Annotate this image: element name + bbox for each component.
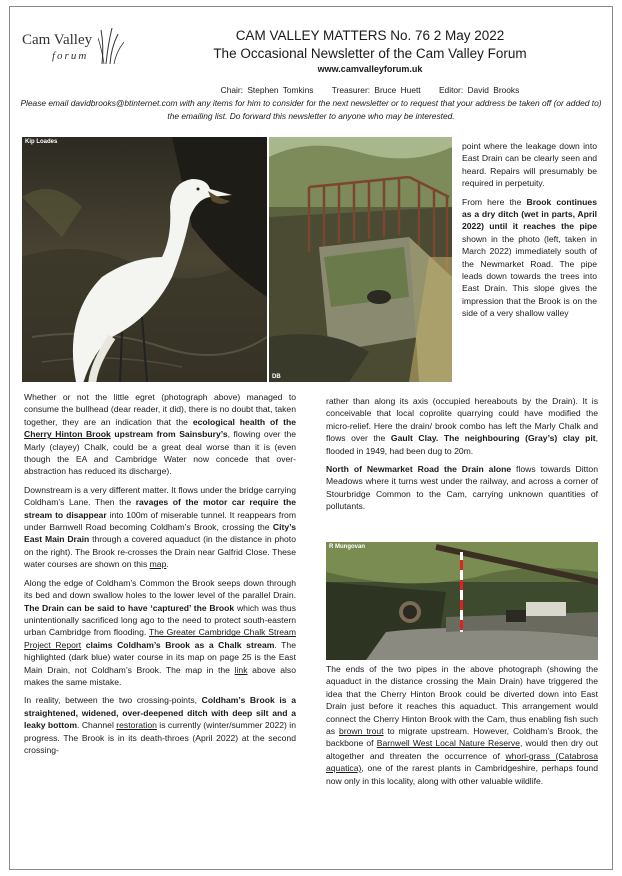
- egret-photo: [22, 137, 267, 382]
- whorl-grass-link[interactable]: whorl-grass (Catabrosa aquatica): [326, 750, 598, 774]
- left-paragraph-2: Downstream is a very different matter. It flows under the bridge carrying Coldham’s Lane. Then the ravages of the motor car require the stream to disappear into 100m of miserable tunnel. It reappears from under Barnwell Road becoming Coldham’s Brook, crossing the City’s East Main Drain through a covered aquaduct (in the distance in photo on the right). The Brook re-crosses the Drain near Galfrid Close. These water courses are shown on this map.: [24, 484, 296, 570]
- editor: Editor: David Brooks: [438, 85, 520, 95]
- aqueduct-photo-credit: R Mungovan: [329, 544, 365, 550]
- officers-line: [150, 85, 590, 95]
- right-paragraph-2: From here the Brook continues as a dry ditch (wet in parts, April 2022) until it reaches the pipe shown in the photo (left, taken in March 2022) immediately south of the Newmarket Road. The pipe leads down towards the trees into East Drain. This slope gives the impression that the Brook is on the side of a very shallow valley: [462, 196, 597, 319]
- right-column-bottom: [326, 663, 598, 793]
- right-paragraph-3: rather than along its axis (occupied hereabouts by the Drain). It is conceivable that local coprolite quarrying could have modified the micro-relief. Here the drain/ brook combo has left the Marly Chalk and flows over the Gault Clay. The neighbouring (Gray’s) clay pit, flooded in 1949, had been dug to 20m.: [326, 396, 598, 456]
- right-paragraph-1: point where the leakage down into East Drain can be clearly seen and heard. Repairs will presumably be required in perpetuity.: [462, 141, 597, 189]
- left-paragraph-3: Along the edge of Coldham’s Common the Brook seeps down through its bed and down swallow holes to the lower level of the parallel Drain. The Drain can be said to have ‘captured’ the Brook which was thus unintentionally sacrificed long ago to the need to protect south-eastern urban Cambridge from flooding. The Greater Cambridge Chalk Stream Project Report claims Coldham’s Brook as a Chalk stream. The highlighted (dark blue) water course in its map on page 25 is the East Main Drain, not Coldham’s Brook. The map in the link above also makes the same mistake.: [24, 577, 297, 687]
- newsletter-title: CAM VALLEY MATTERS No. 76 2 May 2022: [235, 28, 505, 43]
- left-paragraph-4: In reality, between the two crossing-points, Coldham’s Brook is a straightened, widened, over-deepened ditch with deep silt and a leaky bottom. Channel restoration is currently (winter/summer 2022) in progress. The Brook is in its death-throes (April 2022) at the second crossing-: [24, 695, 296, 755]
- aqueduct-photo: [326, 542, 598, 660]
- barnwell-reserve-link[interactable]: Barnwell West Local Nature Reserve: [376, 738, 520, 749]
- pipe-photo-credit: DB: [272, 374, 281, 380]
- left-paragraph-1: Whether or not the little egret (photograph above) managed to consume the bullhead (dear reader, it did), there is no doubt that, taken together, they are an indication that the ecological health of the Cherry Hinton Brook upstream from Sainsbury’s, flowing over the Marly (clayey) Chalk, could be a great deal worse than it is (even though the EA and Cambridge Water now concede that over-abstraction has reduced its discharge).: [24, 392, 297, 477]
- link-link[interactable]: link: [234, 664, 248, 675]
- website-link[interactable]: www.camvalleyforum.uk: [317, 64, 423, 74]
- email-notice: Please email davidbrooks@btinternet.com with any items for him to consider for the next newsletter or to request that your address be taken off (or added to) the emailing list. Do forward this newsletter to anyone who may be interested.: [20, 98, 602, 121]
- reeds-icon: [98, 26, 128, 66]
- brown-trout-link[interactable]: brown trout: [339, 726, 384, 737]
- cam-valley-forum-logo: [22, 30, 122, 72]
- newsletter-subtitle: The Occasional Newsletter of the Cam Valley Forum: [213, 46, 527, 61]
- right-paragraph-5: The ends of the two pipes in the above photograph (showing the aquaduct in the distance crossing the Main Drain) have triggered the idea that the Cherry Hinton Brook could be diverted down into East Drain just before it reaches this aquaduct. This arrangement would connect the Cherry Hinton Brook with the Cam, thus enabling fish such as brown trout to migrate upstream. However, Coldham’s Brook, the backbone of Barnwell West Local Nature Reserve, would then dry out altogether and threaten the occurrence of whorl-grass (Catabrosa aquatica), one of the rarest plants in Cambridgeshire, perhaps found now only in this locality, along with other valuable wildlife.: [326, 664, 599, 786]
- treasurer: Treasurer: Bruce Huett: [331, 85, 421, 95]
- map-link[interactable]: map: [149, 559, 167, 570]
- chalk-stream-report-link[interactable]: The Greater Cambridge Chalk Stream Project Report: [24, 627, 297, 650]
- right-paragraph-4: North of Newmarket Road the Drain alone flows towards Ditton Meadows where it turns west under the railway, and across a corner of Stourbridge Common to the Cam, carrying unknown quantities of pollutants.: [326, 464, 598, 512]
- chair: Chair: Stephen Tomkins: [220, 85, 314, 95]
- restoration-link[interactable]: restoration: [116, 720, 157, 731]
- left-column: [24, 391, 296, 762]
- right-column-top: [462, 140, 597, 326]
- cherry-hinton-brook-link[interactable]: Cherry Hinton Brook: [24, 429, 111, 440]
- pipe-photo: [269, 137, 452, 382]
- logo-title: Cam Valley: [22, 32, 93, 48]
- egret-photo-credit: Kip Loades: [25, 139, 58, 145]
- right-column-middle: [326, 395, 598, 519]
- logo-subtitle: forum: [52, 50, 89, 62]
